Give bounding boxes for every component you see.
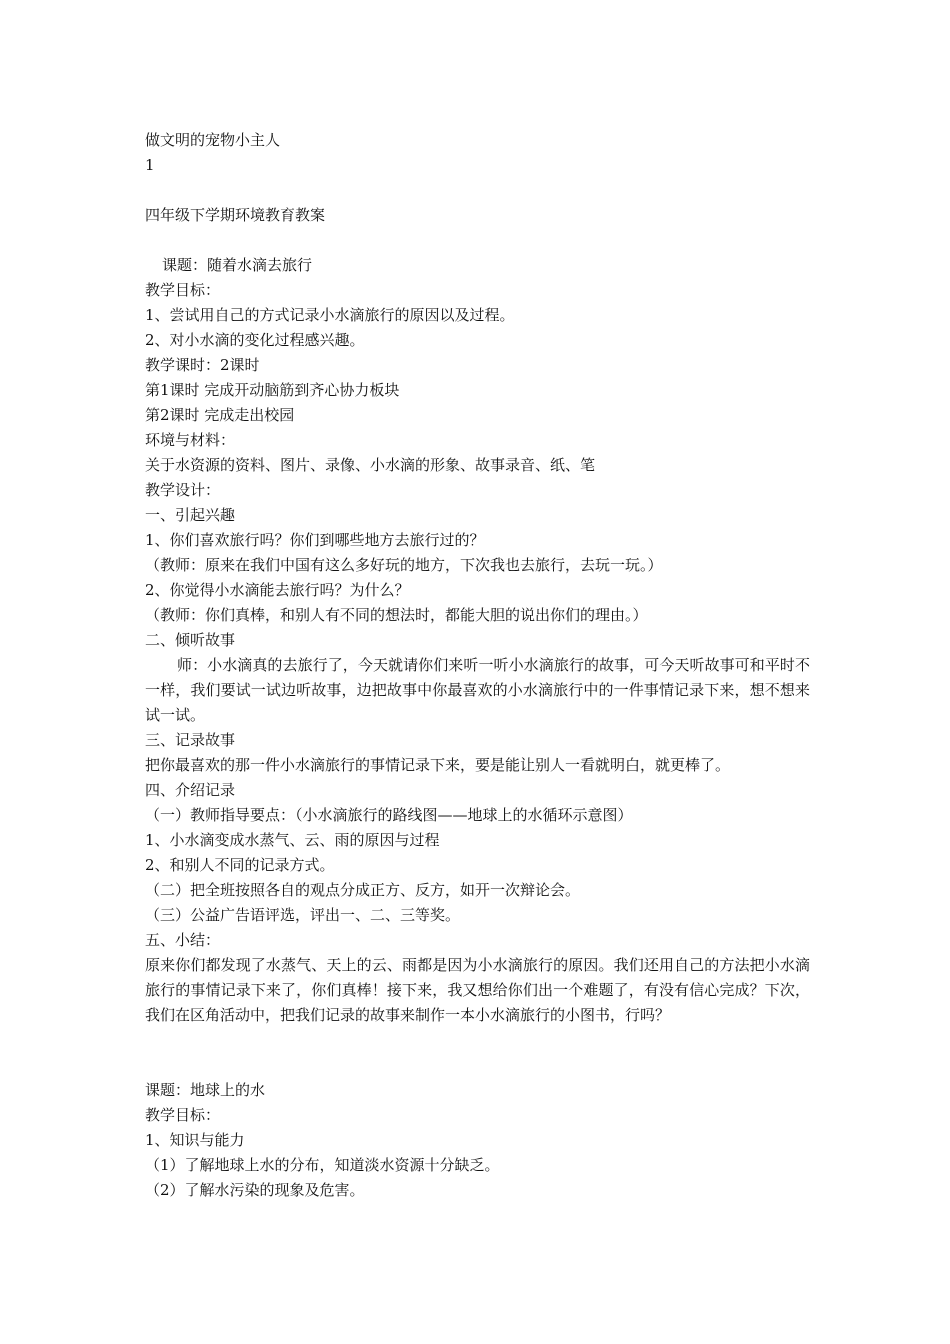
lesson2-topic: 课题：地球上的水 xyxy=(145,1081,266,1099)
section4-point-3: （三）公益广告语评选，评出一、二、三等奖。 xyxy=(145,906,461,924)
lesson1-hours: 教学课时：2课时 xyxy=(145,356,260,374)
lesson2-goal-1a: （1）了解地球上水的分布，知道淡水资源十分缺乏。 xyxy=(145,1156,500,1174)
section4-point-1: （一）教师指导要点：（小水滴旅行的路线图——地球上的水循环示意图） xyxy=(145,806,633,824)
section1-question-1: 1、你们喜欢旅行吗？你们到哪些地方去旅行过的？ xyxy=(145,531,485,549)
section3-paragraph: 把你最喜欢的那一件小水滴旅行的事情记录下来，要是能让别人一看就明白，就更棒了。 xyxy=(145,756,731,774)
lesson1-goal-1: 1、尝试用自己的方式记录小水滴旅行的原因以及过程。 xyxy=(145,306,515,324)
section5-paragraph: 原来你们都发现了水蒸气、天上的云、雨都是因为小水滴旅行的原因。我们还用自己的方法把小水滴旅行的事情记录下来了，你们真棒！接下来，我又想给你们出一个难题了，有没有信心完成？下次，我们在区角活动中，把我们记录的故事来制作一本小水滴旅行的小图书，行吗？ xyxy=(145,956,810,1024)
lesson1-design-heading: 教学设计： xyxy=(145,481,221,499)
section4-point-2: （二）把全班按照各自的观点分成正方、反方，如开一次辩论会。 xyxy=(145,881,581,899)
section4-point-1b: 2、和别人不同的记录方式。 xyxy=(145,856,335,874)
lesson2-goals-heading: 教学目标： xyxy=(145,1106,221,1124)
section5-heading: 五、小结： xyxy=(145,931,221,949)
document-page xyxy=(145,128,810,1203)
lesson1-materials-heading: 环境与材料： xyxy=(145,431,236,449)
section4-point-1a: 1、小水滴变成水蒸气、云、雨的原因与过程 xyxy=(145,831,440,849)
lesson1-hour-1: 第1课时 完成开动脑筋到齐心协力板块 xyxy=(145,381,400,399)
lesson1-goal-2: 2、对小水滴的变化过程感兴趣。 xyxy=(145,331,365,349)
lesson2-goal-1: 1、知识与能力 xyxy=(145,1131,245,1149)
section1-teacher-1: （教师：原来在我们中国有这么多好玩的地方，下次我也去旅行，去玩一玩。） xyxy=(145,556,663,574)
section2-paragraph: 师：小水滴真的去旅行了，今天就请你们来听一听小水滴旅行的故事，可今天听故事可和平时不一样，我们要试一试边听故事，边把故事中你最喜欢的小水滴旅行中的一件事情记录下来，想不想来试一试。 xyxy=(145,656,810,724)
section1-question-2: 2、你觉得小水滴能去旅行吗？为什么？ xyxy=(145,581,410,599)
lesson1-hour-2: 第2课时 完成走出校园 xyxy=(145,406,295,424)
lesson1-topic: 课题：随着水滴去旅行 xyxy=(162,256,313,274)
lesson1-materials: 关于水资源的资料、图片、录像、小水滴的形象、故事录音、纸、笔 xyxy=(145,456,596,474)
section2-heading: 二、倾听故事 xyxy=(145,631,236,649)
section1-heading: 一、引起兴趣 xyxy=(145,506,236,524)
lesson2-goal-1b: （2）了解水污染的现象及危害。 xyxy=(145,1181,365,1199)
section3-heading: 三、记录故事 xyxy=(145,731,236,749)
lesson1-goals-heading: 教学目标： xyxy=(145,281,221,299)
page-number: 1 xyxy=(145,156,155,174)
section4-heading: 四、介绍记录 xyxy=(145,781,236,799)
document-title: 四年级下学期环境教育教案 xyxy=(145,206,326,224)
header-title: 做文明的宠物小主人 xyxy=(145,131,281,149)
section1-teacher-2: （教师：你们真棒，和别人有不同的想法时，都能大胆的说出你们的理由。） xyxy=(145,606,648,624)
